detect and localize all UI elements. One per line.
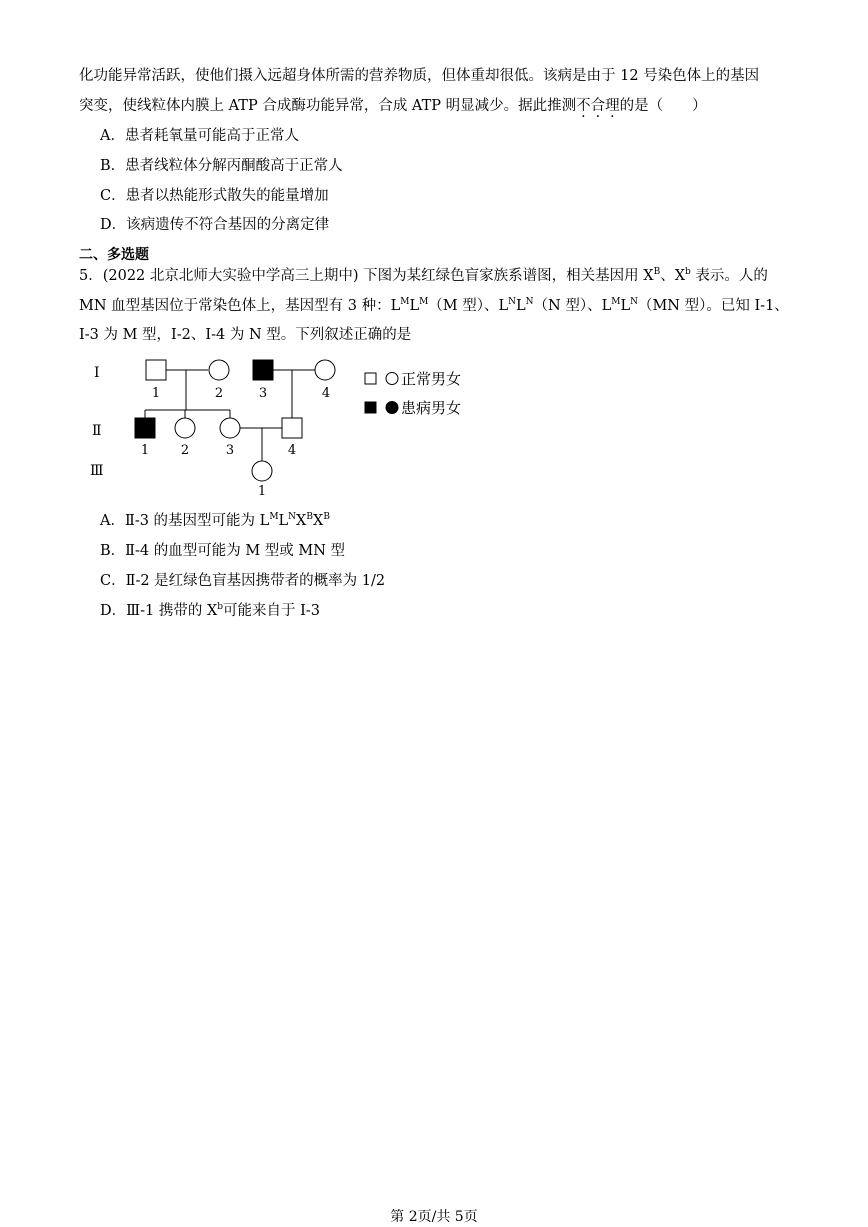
q5-option-a bbox=[100, 511, 330, 531]
legend-normal-male-icon bbox=[365, 373, 376, 384]
q5-sep: 、X bbox=[660, 268, 686, 284]
pedigree-iii1-normal-female bbox=[252, 461, 272, 481]
generation-label-3: Ⅲ bbox=[90, 463, 104, 479]
sup-N: N bbox=[508, 297, 517, 307]
pedigree-ii4-normal-male bbox=[282, 418, 302, 438]
q4-text-line1: 化功能异常活跃，使他们摄入远超身体所需的营养物质，但体重却很低。该病是由于 12 号染色体上的基因 bbox=[79, 68, 760, 84]
label-i1: 1 bbox=[151, 386, 161, 401]
emphasis-dot-char: 不 bbox=[576, 98, 591, 114]
q5-option-b: B．Ⅱ-4 的血型可能为 M 型或 MN 型 bbox=[100, 543, 346, 559]
emphasis-dot-char: 合 bbox=[590, 98, 606, 114]
q5-text-line2 bbox=[79, 296, 789, 316]
pedigree-i1-normal-male bbox=[146, 360, 166, 380]
sup-B: B bbox=[653, 267, 661, 277]
q5-mn-type: （MN 型）。已知 I-1、 bbox=[637, 298, 789, 314]
sup-b: b bbox=[685, 267, 691, 277]
section-title: 二、多选题 bbox=[79, 247, 149, 263]
q5-option-a-start: A．Ⅱ-3 的基因型可能为 L bbox=[100, 513, 270, 529]
sup-M: M bbox=[269, 512, 279, 522]
sup-M: M bbox=[419, 297, 429, 307]
sup-b: b bbox=[217, 602, 224, 612]
letter-X: X bbox=[296, 513, 307, 529]
q5-line1-start: 5．(2022 北京北师大实验中学高三上期中) 下图为某红绿色盲家族系谱图，相关基因用 X bbox=[79, 268, 654, 284]
q5-text-line3: I-3 为 M 型，I-2、I-4 为 N 型。下列叙述正确的是 bbox=[79, 327, 412, 343]
q4-option-d: D．该病遗传不符合基因的分离定律 bbox=[100, 217, 330, 233]
emphasis-dot-char: 理 bbox=[605, 98, 620, 114]
page-footer: 第 2页/共 5页 bbox=[390, 1209, 478, 1225]
q5-text-line1 bbox=[79, 266, 768, 286]
pedigree-i3-affected-male bbox=[253, 360, 273, 380]
pedigree-ii1-affected-male bbox=[135, 418, 155, 438]
sup-B: B bbox=[323, 512, 330, 522]
label-i4: 4 bbox=[321, 386, 331, 401]
label-ii1: 1 bbox=[140, 443, 150, 458]
sup-M: M bbox=[400, 297, 410, 307]
q5-option-d-end: 可能来自于 I-3 bbox=[223, 603, 321, 619]
pedigree-i2-normal-female bbox=[209, 360, 229, 380]
q5-n-type: （N 型）、L bbox=[533, 298, 612, 314]
pedigree-diagram bbox=[80, 352, 500, 502]
q5-option-c: C．Ⅱ-2 是红绿色盲基因携带者的概率为 1/2 bbox=[100, 573, 386, 589]
q4-text-line2 bbox=[79, 96, 707, 116]
label-ii4: 4 bbox=[287, 443, 297, 458]
letter-L: L bbox=[409, 298, 420, 314]
q5-line1-end: 表示。人的 bbox=[690, 268, 768, 284]
letter-L: L bbox=[278, 513, 289, 529]
q5-line2-start: MN 血型基因位于常染色体上，基因型有 3 种：L bbox=[79, 298, 401, 314]
generation-label-2: Ⅱ bbox=[92, 423, 102, 439]
legend-affected-label: 患病男女 bbox=[401, 399, 462, 417]
legend-affected-male-icon bbox=[365, 402, 376, 413]
label-ii3: 3 bbox=[225, 443, 235, 458]
q5-option-d bbox=[100, 601, 320, 621]
legend-affected-female-icon bbox=[386, 402, 398, 414]
q4-option-a: A．患者耗氧量可能高于正常人 bbox=[100, 128, 299, 144]
q4-option-b: B．患者线粒体分解丙酮酸高于正常人 bbox=[100, 158, 343, 174]
q4-text-line2-start: 突变，使线粒体内膜上 ATP 合成酶功能异常，合成 ATP 明显减少。据此推测 bbox=[79, 98, 577, 114]
pedigree-ii2-normal-female bbox=[175, 418, 195, 438]
label-ii2: 2 bbox=[180, 443, 190, 458]
label-i3: 3 bbox=[258, 386, 268, 401]
sup-N: N bbox=[630, 297, 638, 307]
q4-option-c: C．患者以热能形式散失的能量增加 bbox=[100, 188, 329, 204]
q5-m-type: （M 型）、L bbox=[428, 298, 509, 314]
letter-L: L bbox=[620, 298, 631, 314]
letter-L: L bbox=[516, 298, 526, 314]
legend-normal-female-icon bbox=[386, 373, 398, 385]
sup-N: N bbox=[288, 512, 297, 522]
generation-label-1: Ⅰ bbox=[94, 365, 100, 381]
label-i2: 2 bbox=[214, 386, 224, 401]
q5-option-d-start: D．Ⅲ-1 携带的 X bbox=[100, 603, 218, 619]
label-iii1: 1 bbox=[257, 484, 267, 499]
sup-N: N bbox=[525, 297, 534, 307]
sup-B: B bbox=[306, 512, 313, 522]
pedigree-ii3-normal-female bbox=[220, 418, 240, 438]
letter-X: X bbox=[313, 513, 324, 529]
q4-text-line2-end: 的是（ ） bbox=[619, 98, 707, 114]
pedigree-i4-normal-female bbox=[315, 360, 335, 380]
sup-M: M bbox=[611, 297, 621, 307]
legend-normal-label: 正常男女 bbox=[401, 370, 462, 388]
